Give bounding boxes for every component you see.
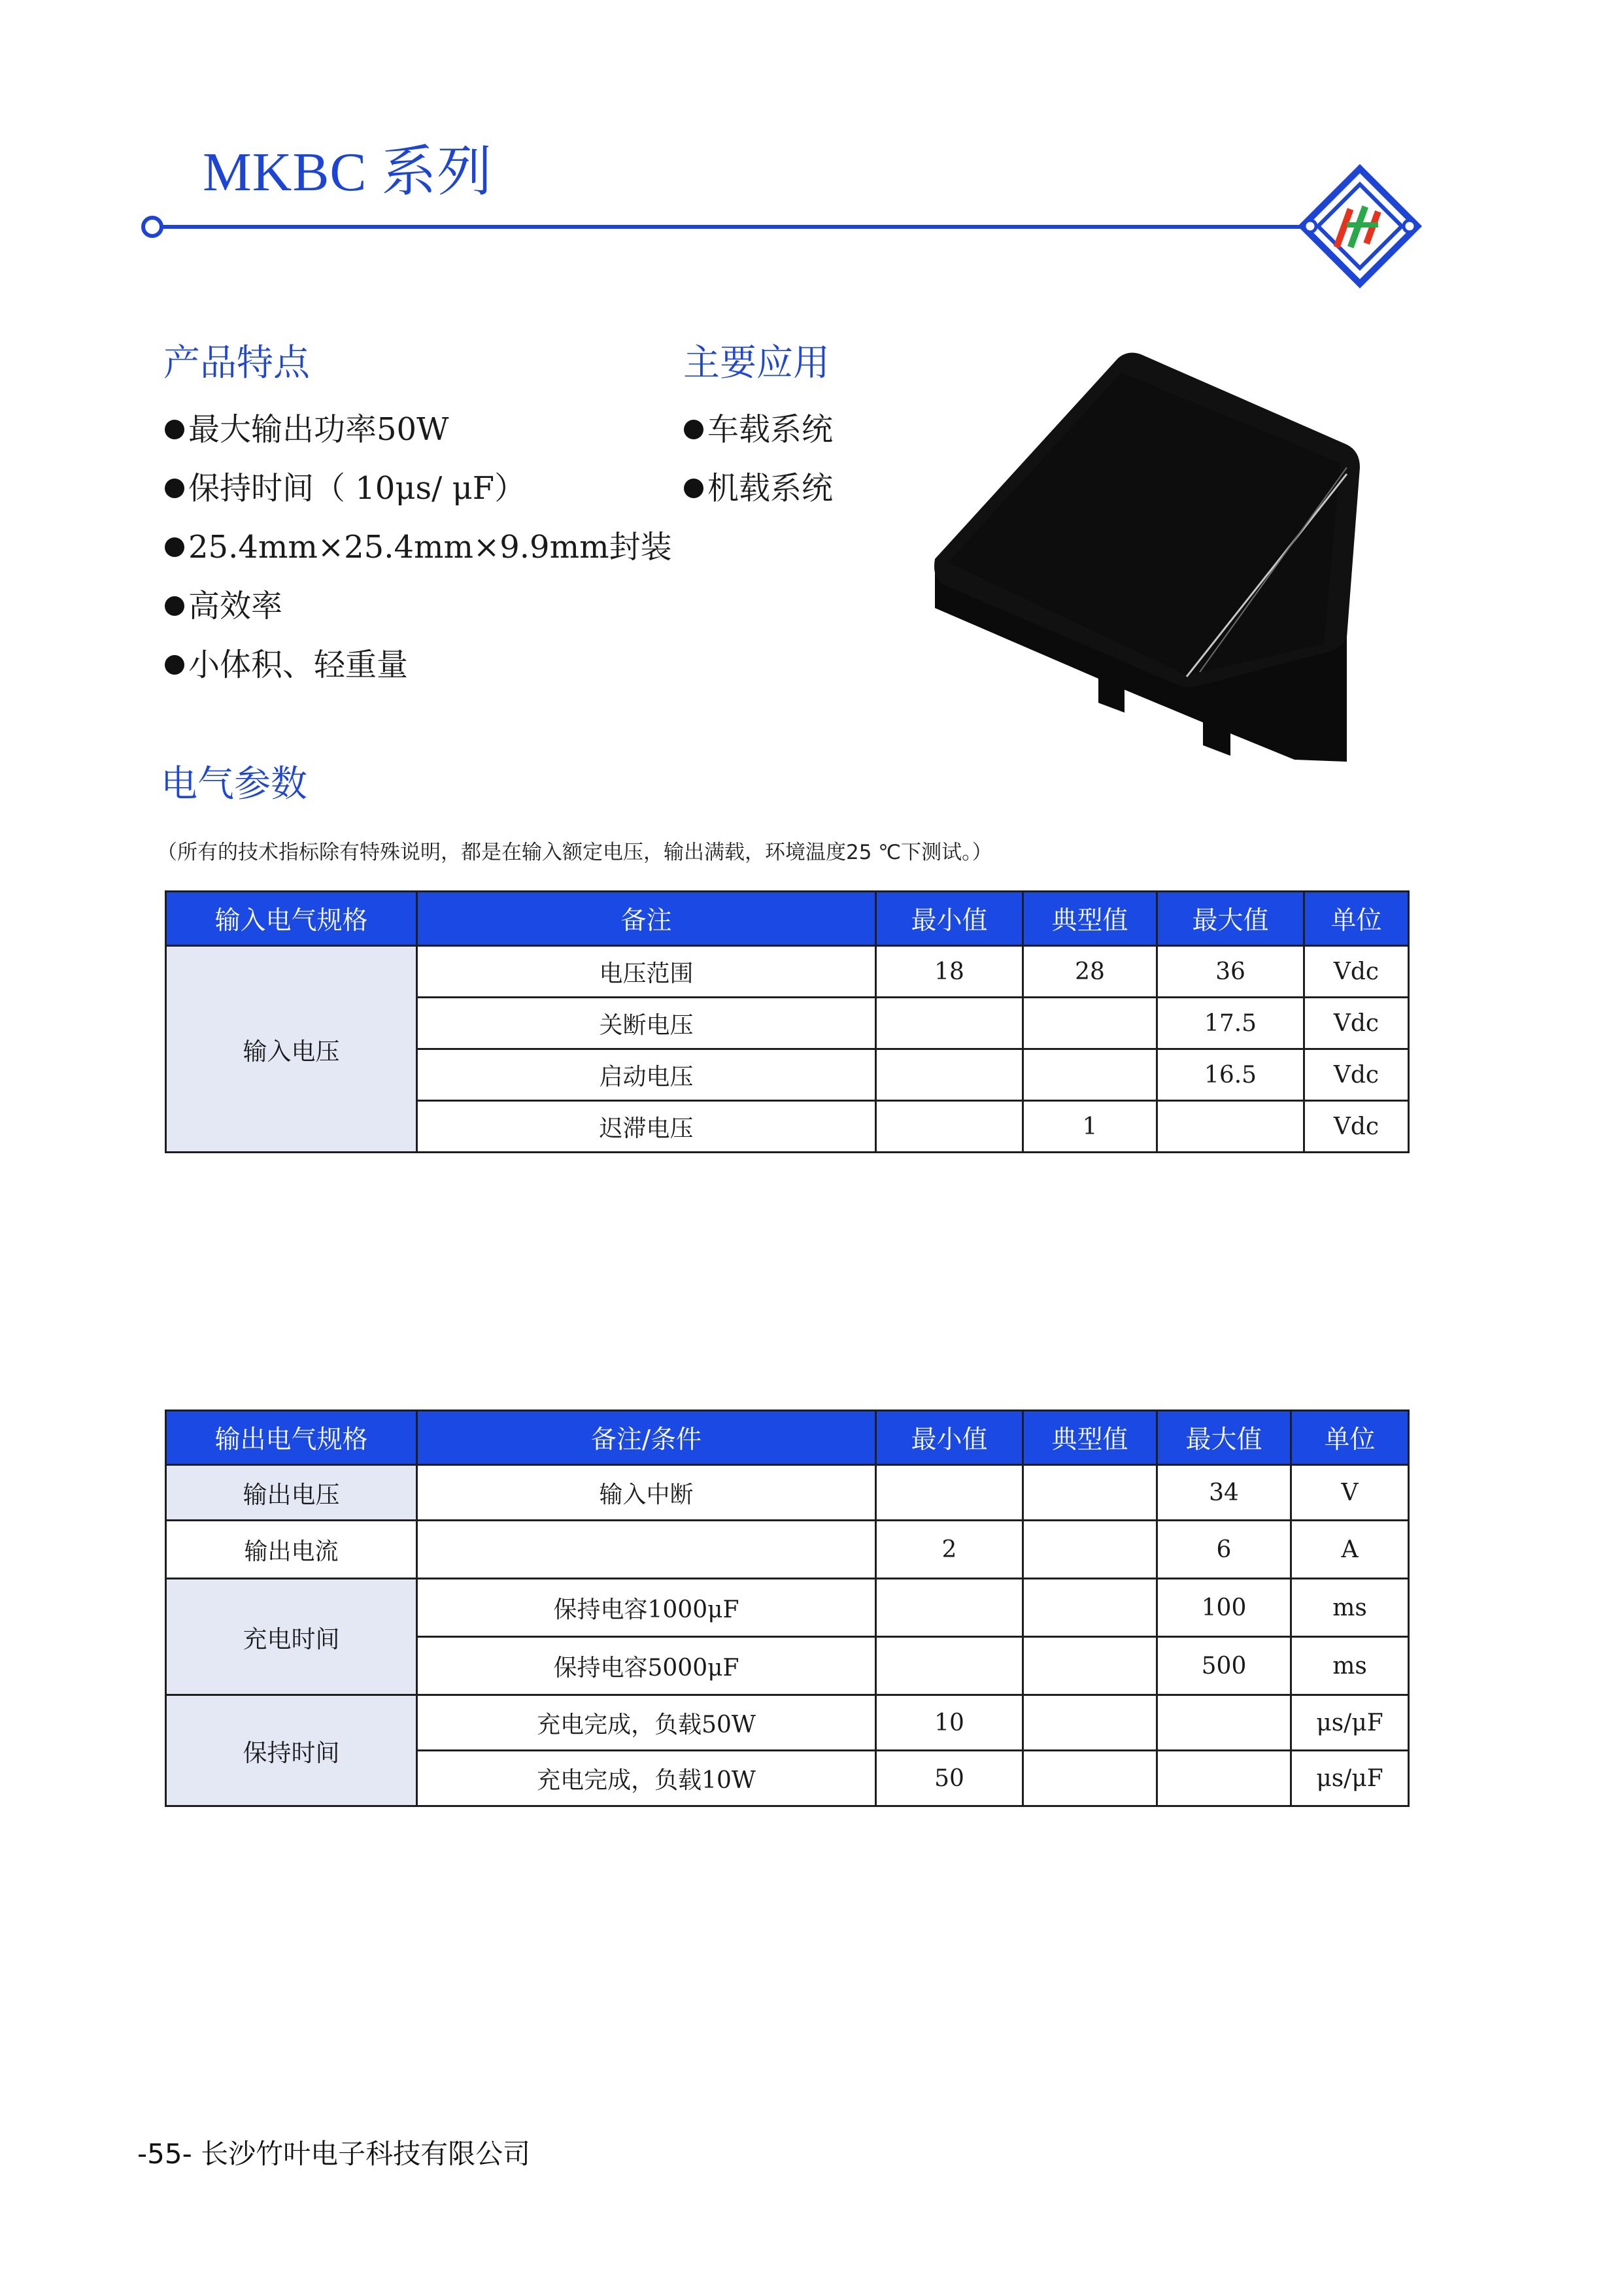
table-cell: 启动电压 [417, 1049, 876, 1101]
column-header: 输入电气规格 [166, 892, 417, 946]
column-header: 输出电气规格 [166, 1411, 417, 1465]
company-logo-icon [1302, 169, 1417, 284]
table-cell [417, 1521, 876, 1579]
table-row [166, 1695, 1409, 1751]
table-cell: Vdc [1304, 998, 1409, 1049]
table-cell: 充电完成，负载10W [417, 1751, 876, 1806]
electrical-heading: 电气参数 [161, 763, 307, 805]
table-cell [876, 1049, 1023, 1101]
table-cell [1023, 998, 1157, 1049]
series-title: MKBC 系列 [203, 142, 493, 203]
row-param-label: 输出电流 [166, 1521, 417, 1579]
bullet-icon [165, 655, 184, 675]
table-cell [876, 1637, 1023, 1695]
output-spec-table [165, 1410, 1410, 1807]
column-header: 最大值 [1157, 1411, 1291, 1465]
table-cell [1023, 1637, 1157, 1695]
bullet-icon [165, 479, 184, 498]
bullet-icon [165, 537, 184, 557]
table-cell [1023, 1465, 1157, 1521]
bullet-icon [165, 420, 184, 439]
table-cell [1023, 1521, 1157, 1579]
features-list [165, 400, 672, 694]
features-heading: 产品特点 [163, 342, 310, 384]
table-cell: 100 [1157, 1579, 1291, 1637]
table-cell: 充电完成，负载50W [417, 1695, 876, 1751]
page-footer: -55- 长沙竹叶电子科技有限公司 [137, 2138, 531, 2170]
table-row [166, 1521, 1409, 1579]
test-conditions-note: （所有的技术指标除有特殊说明，都是在输入额定电压，输出满载，环境温度25 ℃下测试。） [157, 841, 992, 864]
table-cell: 16.5 [1157, 1049, 1304, 1101]
table-header-row [166, 892, 1409, 946]
column-header: 备注/条件 [417, 1411, 876, 1465]
bullet-icon [684, 479, 703, 498]
table-cell: 关断电压 [417, 998, 876, 1049]
table-cell: Vdc [1304, 946, 1409, 998]
table-cell: 50 [876, 1751, 1023, 1806]
bullet-icon [165, 596, 184, 616]
list-item: 保持时间（ 10μs/ μF） [165, 459, 672, 518]
column-header: 单位 [1304, 892, 1409, 946]
table-cell [1023, 1579, 1157, 1637]
table-cell: ms [1291, 1637, 1409, 1695]
table-cell [876, 998, 1023, 1049]
column-header: 典型值 [1023, 1411, 1157, 1465]
table-cell [1157, 1101, 1304, 1153]
table-cell: 2 [876, 1521, 1023, 1579]
table-cell: 输入中断 [417, 1465, 876, 1521]
table-cell: ms [1291, 1579, 1409, 1637]
table-cell: 6 [1157, 1521, 1291, 1579]
row-group-label: 输入电压 [166, 946, 417, 1153]
table-cell: 500 [1157, 1637, 1291, 1695]
table-cell [1157, 1751, 1291, 1806]
table-cell [876, 1579, 1023, 1637]
list-item: 最大输出功率50W [165, 400, 672, 459]
row-param-label: 输出电压 [166, 1465, 417, 1521]
table-row [166, 1579, 1409, 1637]
list-item: 高效率 [165, 577, 672, 635]
column-header: 最大值 [1157, 892, 1304, 946]
table-row [166, 946, 1409, 998]
table-cell: μs/μF [1291, 1751, 1409, 1806]
table-cell: V [1291, 1465, 1409, 1521]
table-cell: Vdc [1304, 1049, 1409, 1101]
list-item: 25.4mm×25.4mm×9.9mm封装 [165, 518, 672, 577]
table-cell: 迟滞电压 [417, 1101, 876, 1153]
table-header-row [166, 1411, 1409, 1465]
table-cell: 1 [1023, 1101, 1157, 1153]
table-cell: A [1291, 1521, 1409, 1579]
column-header: 最小值 [876, 892, 1023, 946]
bullet-icon [684, 420, 703, 439]
table-cell: 36 [1157, 946, 1304, 998]
list-item: 车载系统 [684, 400, 833, 459]
input-spec-table [165, 890, 1410, 1153]
row-group-label: 保持时间 [166, 1695, 417, 1806]
table-cell: μs/μF [1291, 1695, 1409, 1751]
column-header: 备注 [417, 892, 876, 946]
table-cell [1157, 1695, 1291, 1751]
table-cell: 保持电容1000μF [417, 1579, 876, 1637]
table-row [166, 1465, 1409, 1521]
table-cell: 34 [1157, 1465, 1291, 1521]
column-header: 单位 [1291, 1411, 1409, 1465]
table-cell [1023, 1049, 1157, 1101]
header-rule [0, 0, 1624, 314]
row-group-label: 充电时间 [166, 1579, 417, 1695]
table-cell: 保持电容5000μF [417, 1637, 876, 1695]
column-header: 典型值 [1023, 892, 1157, 946]
table-cell: 10 [876, 1695, 1023, 1751]
product-image [928, 346, 1386, 778]
table-cell [876, 1101, 1023, 1153]
applications-heading: 主要应用 [683, 342, 830, 384]
table-cell: 17.5 [1157, 998, 1304, 1049]
column-header: 最小值 [876, 1411, 1023, 1465]
table-cell [1023, 1751, 1157, 1806]
table-cell [1023, 1695, 1157, 1751]
table-cell: Vdc [1304, 1101, 1409, 1153]
table-cell [876, 1465, 1023, 1521]
table-cell: 18 [876, 946, 1023, 998]
table-cell: 28 [1023, 946, 1157, 998]
applications-list [684, 400, 833, 518]
list-item: 机载系统 [684, 459, 833, 518]
rule-start-circle [143, 218, 161, 236]
table-cell: 电压范围 [417, 946, 876, 998]
list-item: 小体积、轻重量 [165, 635, 672, 694]
